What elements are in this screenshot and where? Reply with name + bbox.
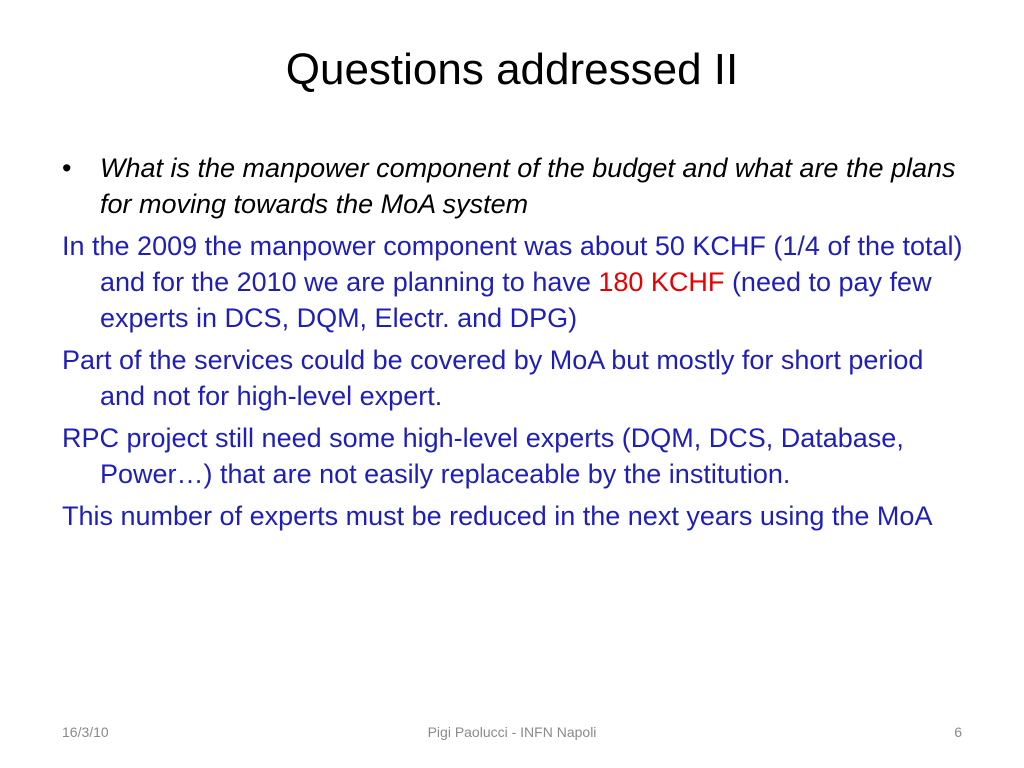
footer-page-number: 6 xyxy=(954,724,962,740)
slide-title: Questions addressed II xyxy=(285,45,739,94)
bullet-question-text: What is the manpower component of the budget and what are the plans for moving towards the MoA system xyxy=(100,153,956,219)
paragraph-services: Part of the services could be covered by MoA but mostly for short period and not for high-level expert. xyxy=(62,345,924,411)
paragraph-manpower xyxy=(62,228,967,336)
paragraph-manpower-before: In the 2009 the manpower component was about 50 KCHF (1/4 of the total) and for the 2010 we are planning to have xyxy=(62,231,963,297)
footer-author: Pigi Paolucci - INFN Napoli xyxy=(427,724,597,740)
paragraph-rpc-project: RPC project still need some high-level experts (DQM, DCS, Database, Power…) that are not easily replaceable by the institution. xyxy=(62,423,904,489)
footer-date: 16/3/10 xyxy=(62,724,109,740)
paragraph-manpower-after: (need to pay few experts in DCS, DQM, Electr. and DPG) xyxy=(100,267,932,333)
slide-body xyxy=(62,150,967,540)
bullet-question xyxy=(62,150,967,222)
paragraph-experts-reduction: This number of experts must be reduced in the next years using the MoA xyxy=(62,501,933,531)
bullet-dot-icon: • xyxy=(62,153,72,183)
highlight-amount: 180 KCHF xyxy=(598,267,725,297)
